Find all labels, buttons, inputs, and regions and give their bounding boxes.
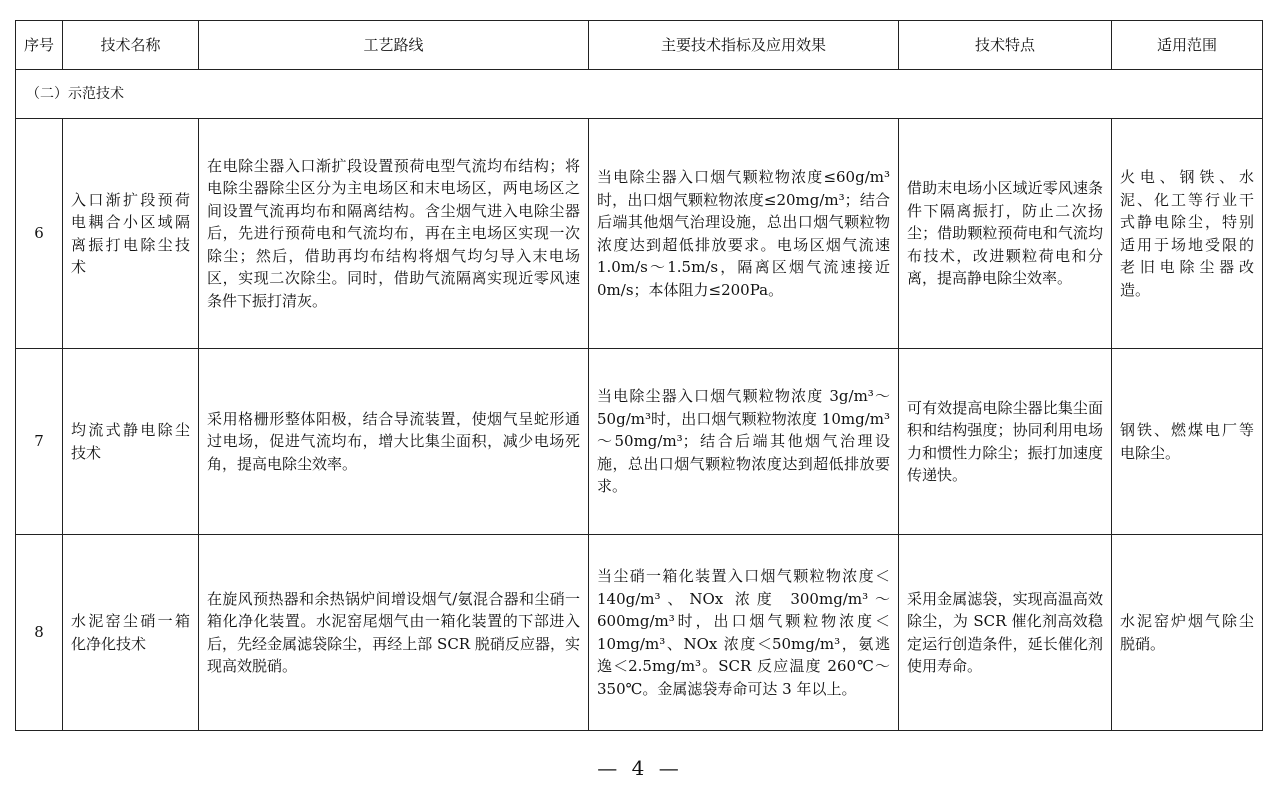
scope-cell: 火电、钢铁、水泥、化工等行业干式静电除尘，特别适用于场地受限的老旧电除尘器改造。 bbox=[1112, 119, 1263, 349]
page-number: — 4 — bbox=[597, 756, 683, 780]
scope-cell: 水泥窑炉烟气除尘脱硝。 bbox=[1112, 535, 1263, 731]
effect-cell: 当电除尘器入口烟气颗粒物浓度≤60g/m³时，出口烟气颗粒物浓度≤20mg/m³；结合后端其他烟气治理设施，总出口烟气颗粒物浓度达到超低排放要求。电场区烟气流速 1.0m/s～1.5m/s，隔离区烟气流速接近 0m/s；本体阻力≤200Pa。 bbox=[589, 119, 899, 349]
table-row bbox=[16, 349, 1263, 535]
row-number: 6 bbox=[16, 119, 63, 349]
tech-name-cell: 水泥窑尘硝一箱化净化技术 bbox=[63, 535, 199, 731]
table-row bbox=[16, 119, 1263, 349]
process-route-cell: 在旋风预热器和余热锅炉间增设烟气/氨混合器和尘硝一箱化净化装置。水泥窑尾烟气由一箱化装置的下部进入后，先经金属滤袋除尘，再经上部 SCR 脱硝反应器，实现高效脱硝。 bbox=[199, 535, 589, 731]
effect-cell: 当电除尘器入口烟气颗粒物浓度 3g/m³～50g/m³时，出口烟气颗粒物浓度 10mg/m³～50mg/m³；结合后端其他烟气治理设施，总出口烟气颗粒物浓度达到超低排放要求。 bbox=[589, 349, 899, 535]
scope-cell: 钢铁、燃煤电厂等电除尘。 bbox=[1112, 349, 1263, 535]
section-row bbox=[16, 70, 1263, 119]
header-tech-features: 技术特点 bbox=[899, 21, 1112, 70]
feature-cell: 可有效提高电除尘器比集尘面积和结构强度；协同利用电场力和惯性力除尘；振打加速度传递快。 bbox=[899, 349, 1112, 535]
process-route-cell: 在电除尘器入口渐扩段设置预荷电型气流均布结构；将电除尘器除尘区分为主电场区和末电场区，两电场区之间设置气流再均布和隔离结构。含尘烟气进入电除尘器后，先进行预荷电和气流均布，再在主电场区实现一次除尘；然后，借助再均布结构将烟气均匀导入末电场区，实现二次除尘。同时，借助气流隔离实现近零风速条件下振打清灰。 bbox=[199, 119, 589, 349]
section-title: （二）示范技术 bbox=[16, 70, 1263, 119]
table-header-row bbox=[16, 21, 1263, 70]
header-application-scope: 适用范围 bbox=[1112, 21, 1263, 70]
header-process-route: 工艺路线 bbox=[199, 21, 589, 70]
feature-cell: 借助末电场小区域近零风速条件下隔离振打，防止二次扬尘；借助颗粒预荷电和气流均布技术，改进颗粒荷电和分离，提高静电除尘效率。 bbox=[899, 119, 1112, 349]
header-tech-name: 技术名称 bbox=[63, 21, 199, 70]
tech-name-cell: 入口渐扩段预荷电耦合小区域隔离振打电除尘技术 bbox=[63, 119, 199, 349]
technology-table bbox=[15, 20, 1263, 731]
feature-cell: 采用金属滤袋，实现高温高效除尘，为 SCR 催化剂高效稳定运行创造条件，延长催化剂使用寿命。 bbox=[899, 535, 1112, 731]
header-main-indicators: 主要技术指标及应用效果 bbox=[589, 21, 899, 70]
row-number: 8 bbox=[16, 535, 63, 731]
header-serial-number: 序号 bbox=[16, 21, 63, 70]
table-row bbox=[16, 535, 1263, 731]
row-number: 7 bbox=[16, 349, 63, 535]
process-route-cell: 采用格栅形整体阳极，结合导流装置，使烟气呈蛇形通过电场，促进气流均布，增大比集尘面积，减少电场死角，提高电除尘效率。 bbox=[199, 349, 589, 535]
tech-name-cell: 均流式静电除尘技术 bbox=[63, 349, 199, 535]
effect-cell: 当尘硝一箱化装置入口烟气颗粒物浓度＜140g/m³、NOx 浓度 300mg/m³～600mg/m³时，出口烟气颗粒物浓度＜10mg/m³、NOx 浓度＜50mg/m³，氨逃逸＜2.5mg/m³。SCR 反应温度 260℃～350℃。金属滤袋寿命可达 3 年以上。 bbox=[589, 535, 899, 731]
